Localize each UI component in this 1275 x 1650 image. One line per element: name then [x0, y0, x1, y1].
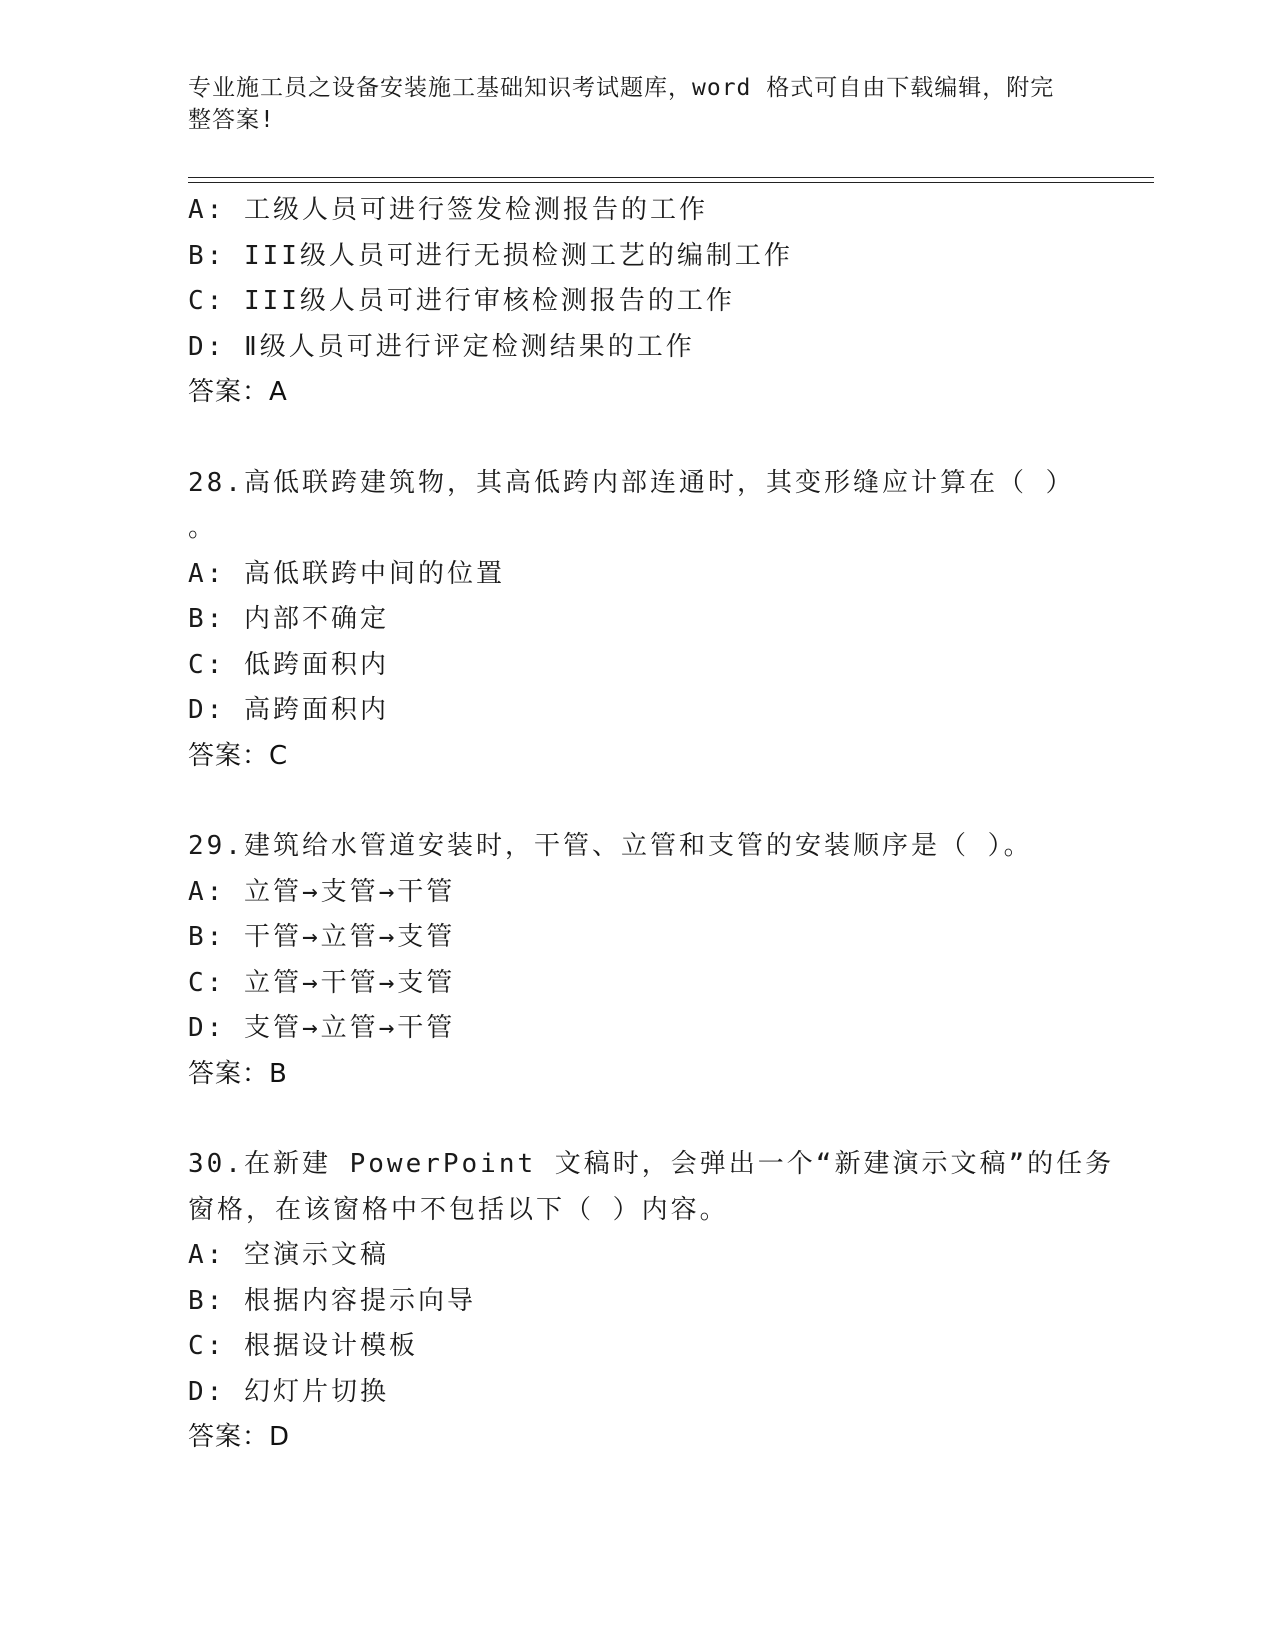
option-d: D: Ⅱ级人员可进行评定检测结果的工作: [188, 331, 695, 362]
option-a: A: 高低联跨中间的位置: [188, 558, 505, 589]
option-a: A: 工级人员可进行签发检测报告的工作: [188, 195, 708, 225]
question-block-27: [188, 188, 1088, 416]
option-a: A: 立管→支管→干管: [188, 876, 456, 907]
answer-line: 答案：D: [188, 1422, 291, 1452]
question-block-28: [188, 461, 1088, 780]
answer-line: 答案：A: [188, 377, 288, 407]
question-text-line-1: 29.建筑给水管道安装时，干管、立管和支管的安装顺序是（ ）。: [188, 831, 1033, 861]
document-header: [188, 72, 1068, 136]
block-spacer: [188, 1097, 1088, 1142]
option-d: D: 高跨面积内: [188, 695, 389, 725]
question-text-line-2: 窗格，在该窗格中不包括以下（ ）内容。: [188, 1194, 729, 1225]
answer-line: 答案：C: [188, 740, 289, 771]
header-divider-bottom: [188, 182, 1154, 183]
header-line-2: 整答案!: [188, 107, 275, 133]
option-c: C: 根据设计模板: [188, 1331, 418, 1361]
option-c: C: 立管→干管→支管: [188, 967, 456, 998]
option-c: C: III级人员可进行审核检测报告的工作: [188, 286, 735, 316]
option-d: D: 幻灯片切换: [188, 1376, 389, 1407]
option-b: B: 干管→立管→支管: [188, 922, 456, 952]
option-b: B: 内部不确定: [188, 604, 389, 634]
header-line-1: 专业施工员之设备安装施工基础知识考试题库，word 格式可自由下载编辑，附完: [188, 75, 1055, 101]
answer-line: 答案：B: [188, 1058, 288, 1089]
question-text-line-1: 28.高低联跨建筑物，其高低跨内部连通时，其变形缝应计算在（ ）: [188, 467, 1075, 498]
option-a: A: 空演示文稿: [188, 1240, 389, 1270]
option-b: B: 根据内容提示向导: [188, 1285, 476, 1316]
option-d: D: 支管→立管→干管: [188, 1013, 456, 1043]
block-spacer: [188, 416, 1088, 461]
question-text-line-2: 。: [188, 513, 218, 543]
question-block-30: [188, 1142, 1115, 1461]
question-list: [188, 188, 1115, 1461]
question-text-line-1: 30.在新建 PowerPoint 文稿时，会弹出一个“新建演示文稿”的任务: [188, 1149, 1115, 1179]
block-spacer: [188, 779, 1088, 824]
question-block-29: [188, 824, 1088, 1097]
option-c: C: 低跨面积内: [188, 649, 389, 680]
header-divider-top: [188, 177, 1154, 178]
option-b: B: III级人员可进行无损检测工艺的编制工作: [188, 240, 793, 271]
